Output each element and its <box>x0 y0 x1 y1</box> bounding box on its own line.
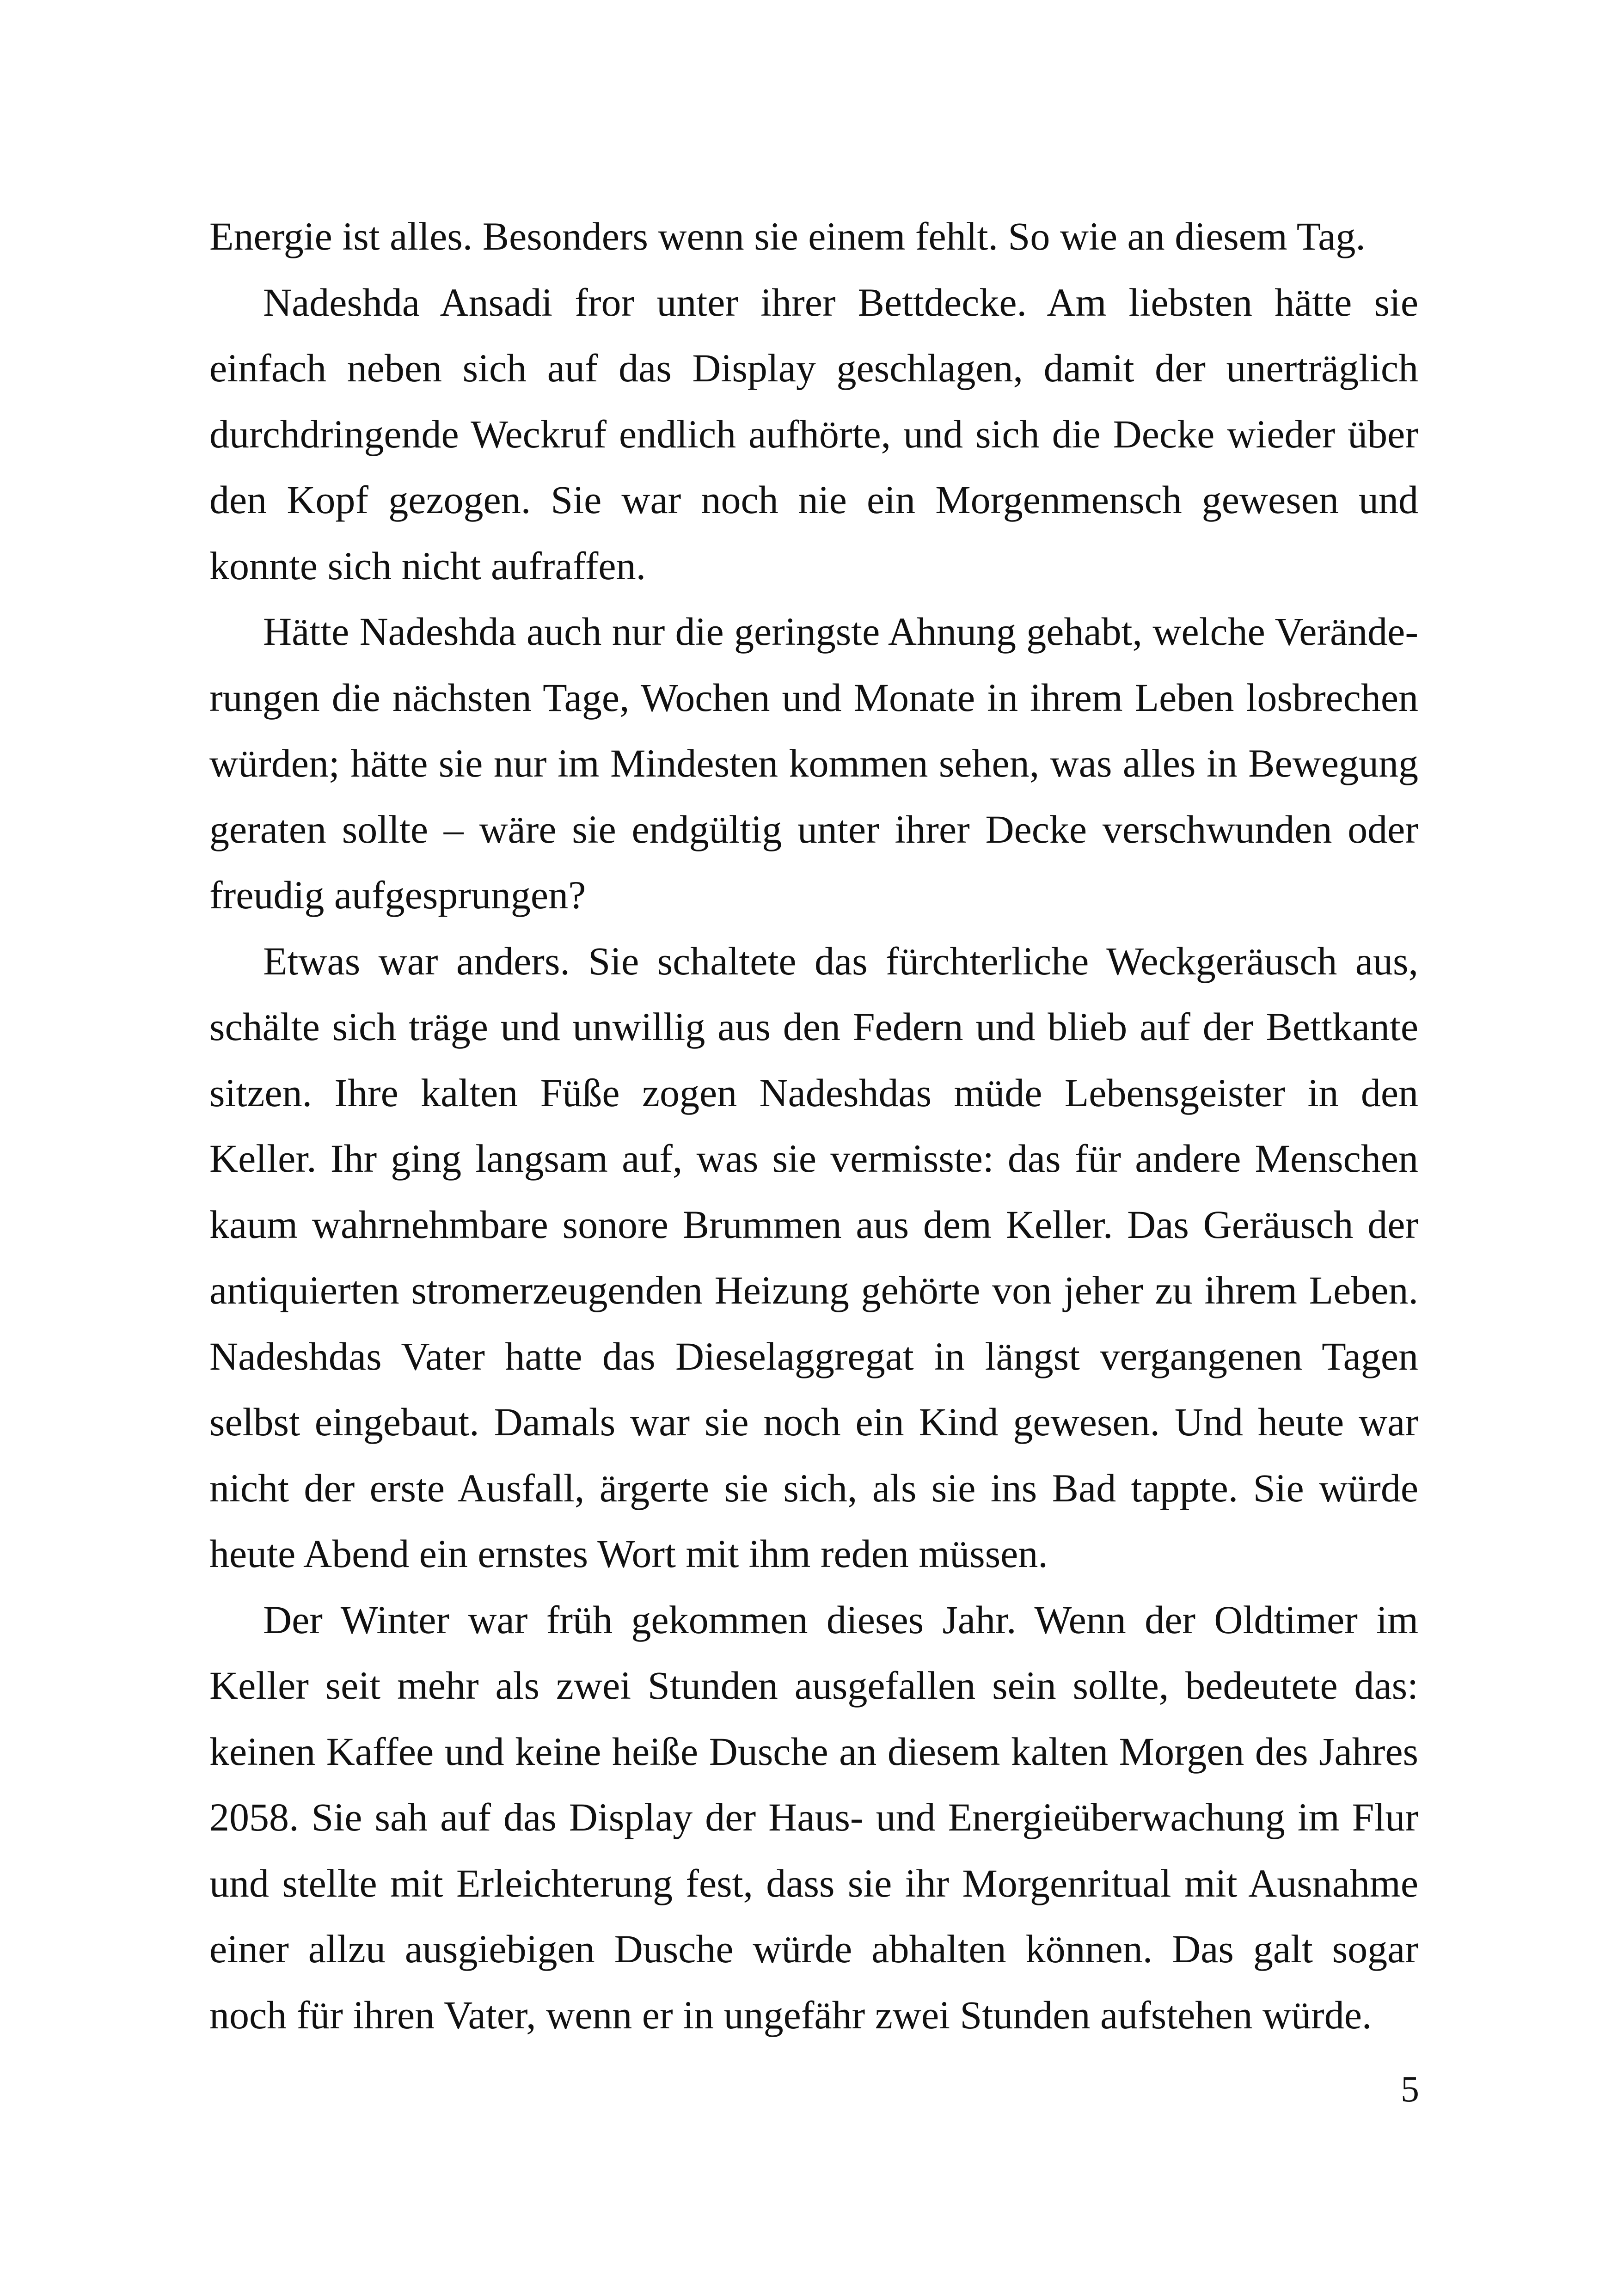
paragraph-3: Hätte Nadeshda auch nur die geringste Ahnung gehabt, welche Veränderungen die nächsten Tage, Wochen und Monate in ihrem Leben losbrechen würden; hätte sie nur im Mindesten kommen sehen, was alles in Bewegung geraten sollte – wäre sie endgültig unter ihrer Decke verschwunden oder freudig aufgesprungen? <box>209 609 1418 917</box>
paragraph-2: Nadeshda Ansadi fror unter ihrer Bettdecke. Am liebsten hätte sie einfach neben sich auf das Display geschlagen, damit der unerträglich durchdringende Weckruf endlich aufhörte, und sich die Decke wieder über den Kopf gezogen. Sie war noch nie ein Morgenmensch gewesen und konnte sich nicht aufraffen. <box>209 280 1418 588</box>
paragraph-4: Etwas war anders. Sie schaltete das fürchterliche Weckgeräusch aus, schälte sich träge und unwillig aus den Federn und blieb auf der Bettkante sitzen. Ihre kalten Füße zogen Nadeshdas müde Lebensgeister in den Keller. Ihr ging langsam auf, was sie vermisste: das für andere Menschen kaum wahrnehmbare sonore Brummen aus dem Keller. Das Geräusch der antiquierten stromerzeugenden Heizung gehörte von jeher zu ihrem Leben. Nadeshdas Vater hatte das Dieselaggregat in längst vergangenen Tagen selbst eingebaut. Damals war sie noch ein Kind gewesen. Und heute war nicht der erste Ausfall, ärgerte sie sich, als sie ins Bad tappte. Sie würde heute Abend ein ernstes Wort mit ihm reden müssen. <box>209 938 1418 1576</box>
page-number: 5 <box>1401 2069 1419 2110</box>
paragraph-1: Energie ist alles. Besonders wenn sie einem fehlt. So wie an diesem Tag. <box>209 214 1366 258</box>
body-text <box>209 203 1418 2048</box>
paragraph-5: Der Winter war früh gekommen dieses Jahr. Wenn der Oldtimer im Keller seit mehr als zwei Stunden ausgefallen sein sollte, bedeutete das: keinen Kaffee und keine heiße Dusche an diesem kalten Morgen des Jahres 2058. Sie sah auf das Display der Haus- und Energieüberwachung im Flur und stellte mit Erleichterung fest, dass sie ihr Morgenritual mit Ausnahme einer allzu ausgiebigen Dusche würde abhalten können. Das galt sogar noch für ihren Vater, wenn er in ungefähr zwei Stunden aufstehen würde. <box>209 1597 1418 2037</box>
